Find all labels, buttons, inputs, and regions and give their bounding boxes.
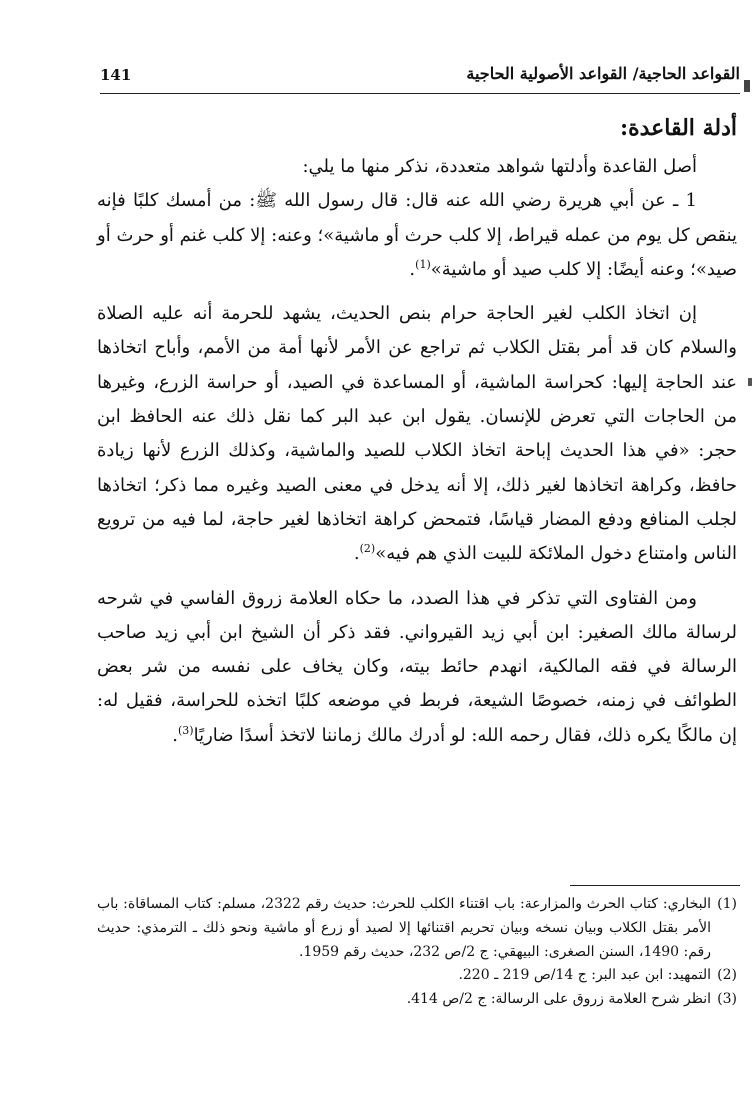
footnote-ref[interactable]: (1) — [415, 257, 431, 271]
footnote-rule — [570, 885, 740, 886]
paragraph — [97, 582, 737, 753]
footnote-ref[interactable]: (2) — [359, 542, 376, 556]
paragraph — [97, 297, 737, 571]
running-title: القواعد الحاجية/ القواعد الأصولية الحاجية — [466, 64, 740, 83]
footnote — [97, 988, 737, 1012]
paragraph — [97, 184, 737, 287]
footnote-number: (2) — [717, 967, 737, 984]
footnote-text: البخاري: كتاب الحرث والمزارعة: باب اقتناء الكلب للحرث: حديث رقم 2322، مسلم: كتاب المساقاة: باب الأمر بقتل الكلاب وبيان نسخه وبيان تحريم اقتنائها إلا لصيد أو زرع أو ماشية ونحو ذلك ـ الترمذي: حديث رقم: 1490، السنن الصغرى: البيهقي: ج 2/ص 232، حديث رقم 1959. — [97, 896, 711, 960]
footnote-number: (1) — [717, 896, 737, 912]
footnote-ref[interactable]: (3) — [177, 723, 194, 737]
paragraph-text: 1 ـ عن أبي هريرة رضي الله عنه قال: قال رسول الله ﷺ: من أمسك كلبًا فإنه ينقص كل يوم من عمله قيراط، إلا كلب حرث أو ماشية»؛ وعنه: إلا كلب غنم أو حرث أو صيد»؛ وعنه أيضًا: إلا كلب صيد أو ماشية» — [97, 190, 737, 280]
footnote-number: (3) — [717, 991, 737, 1008]
margin-mark — [744, 80, 750, 92]
footnote — [97, 893, 737, 964]
margin-mark — [748, 378, 752, 386]
page-header — [100, 64, 740, 92]
paragraph-text: ومن الفتاوى التي تذكر في هذا الصدد، ما حكاه العلامة زروق الفاسي في شرحه لرسالة مالك الصغير: ابن أبي زيد القيرواني. فقد ذكر أن الشيخ ابن أبي زيد صاحب الرسالة في فقه المالكية، انهدم حائط بيته، وكان يخاف على نفسه من شر بعض الطوائف في زمنه، خصوصًا الشيعة، فربط في موضعه كلبًا اتخذه للحراسة، فقيل له: إن مالكًا يكره ذلك، فقال رحمه الله: لو أدرك مالك زماننا لاتخذ أسدًا ضاريًا — [97, 587, 737, 746]
paragraph-tail: . — [172, 724, 178, 746]
paragraph-text: أصل القاعدة وأدلتها شواهد متعددة، نذكر منها ما يلي: — [302, 156, 697, 177]
paragraph-text: إن اتخاذ الكلب لغير الحاجة حرام بنص الحديث، يشهد للحرمة أنه عليه الصلاة والسلام كان قد أمر بقتل الكلاب ثم تراجع عن الأمر لأنها أمة من الأمم، وأباح اتخاذها عند الحاجة إليها: كحراسة الماشية، أو المساعدة في الصيد، أو حراسة الزرع، وغيرها من الحاجات التي تعرض للإنسان. يقول ابن عبد البر كما نقل ذلك عنه الحافظ ابن حجر: «في هذا الحديث إباحة اتخاذ الكلاب للصيد والماشية، وكذلك الزرع لأنها زيادة حافظ، وكراهة اتخاذها لغير ذلك، إلا أنه يدخل في معنى الصيد وغيره مما ذكر؛ اتخاذها لجلب المنافع ودفع المضار قياسًا، فتمحض كراهة اتخاذها لغير حاجة، لما فيه من ترويع الناس وامتناع دخول الملائكة للبيت الذي هم فيه» — [97, 303, 738, 565]
footnote-text: انظر شرح العلامة زروق على الرسالة: ج 2/ص 414. — [406, 991, 711, 1008]
paragraph — [97, 150, 737, 184]
body-text — [97, 106, 737, 753]
paragraph-tail: . — [409, 258, 416, 280]
footnote — [97, 964, 737, 988]
footnotes — [97, 893, 737, 1012]
header-rule — [100, 93, 740, 94]
page-number: 141 — [100, 66, 132, 84]
section-title: أدلة القاعدة: — [619, 115, 737, 141]
paragraph-tail: . — [353, 543, 360, 565]
footnote-text: التمهيد: ابن عبد البر: ج 14/ص 219 ـ 220. — [458, 967, 711, 984]
